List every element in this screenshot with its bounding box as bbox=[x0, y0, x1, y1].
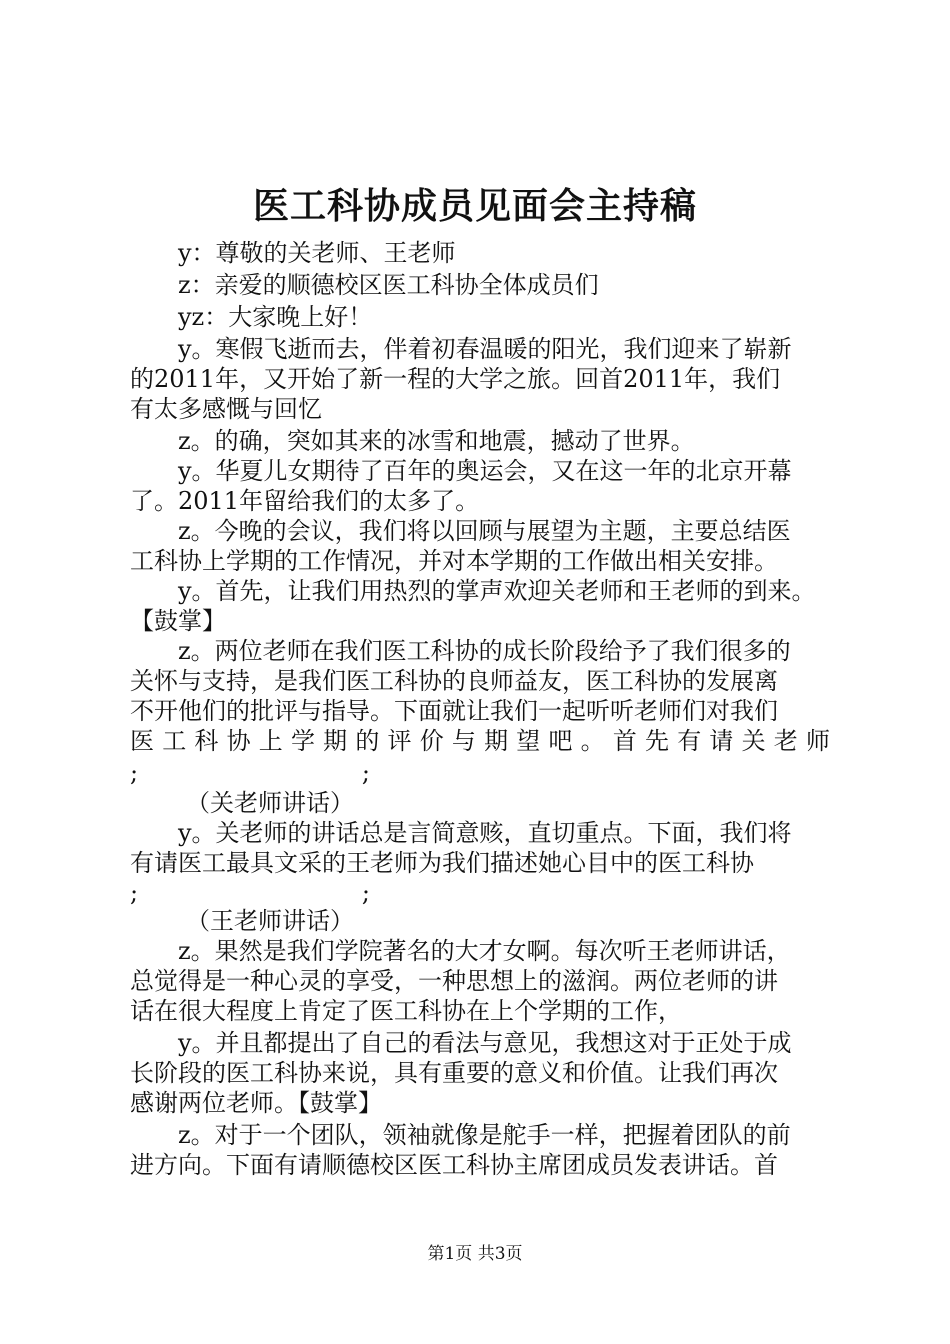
char: 工 bbox=[162, 727, 187, 755]
semicolon: ; bbox=[130, 879, 139, 907]
char: 上 bbox=[258, 727, 283, 755]
char: 先 bbox=[645, 727, 669, 755]
semicolon-line bbox=[130, 756, 370, 790]
text-line: 关怀与支持，是我们医工科协的良师益友，医工科协的发展离 bbox=[130, 667, 778, 695]
char: 望 bbox=[516, 727, 541, 755]
char: 吧 bbox=[548, 727, 573, 755]
text-line: 工科协上学期的工作情况，并对本学期的工作做出相关安排。 bbox=[130, 547, 778, 575]
text-line: y。并且都提出了自己的看法与意见，我想这对于正处于成 bbox=[178, 1029, 792, 1057]
text-line: 的2011年，又开始了新一程的大学之旅。回首2011年，我们 bbox=[130, 365, 781, 393]
text-line: z。果然是我们学院著名的大才女啊。每次听王老师讲话， bbox=[178, 937, 791, 965]
text-line: z：亲爱的顺德校区医工科协全体成员们 bbox=[178, 271, 599, 299]
text-line: 总觉得是一种心灵的享受，一种思想上的滋润。两位老师的讲 bbox=[130, 967, 778, 995]
char: 请 bbox=[709, 727, 734, 755]
stage-direction: （关老师讲话） bbox=[186, 789, 354, 817]
text-line: y。寒假飞逝而去，伴着初春温暖的阳光，我们迎来了崭新 bbox=[178, 335, 792, 363]
text-line: z。两位老师在我们医工科协的成长阶段给予了我们很多的 bbox=[178, 637, 791, 665]
char: 协 bbox=[226, 727, 251, 755]
text-line: 感谢两位老师。【鼓掌】 bbox=[130, 1089, 382, 1117]
text-line: 有请医工最具文采的王老师为我们描述她心目中的医工科协 bbox=[130, 849, 754, 877]
text-line: y。首先，让我们用热烈的掌声欢迎关老师和王老师的到来。 bbox=[178, 577, 816, 605]
char: 医 bbox=[130, 727, 154, 755]
char: 有 bbox=[677, 727, 702, 755]
char: 价 bbox=[419, 727, 444, 755]
semicolon: ; bbox=[361, 759, 370, 787]
text-line: 话在很大程度上肯定了医工科协在上个学期的工作， bbox=[130, 997, 682, 1025]
justified-text-line bbox=[130, 724, 830, 758]
char: 关 bbox=[741, 727, 766, 755]
char: 的 bbox=[355, 727, 380, 755]
char: 。 bbox=[580, 727, 605, 755]
text-line: y。华夏儿女期待了百年的奥运会，又在这一年的北京开幕 bbox=[178, 457, 792, 485]
text-line: 【鼓掌】 bbox=[130, 607, 226, 635]
char: 期 bbox=[484, 727, 509, 755]
text-line: yz：大家晚上好！ bbox=[178, 303, 373, 331]
char: 师 bbox=[805, 727, 830, 755]
semicolon: ; bbox=[361, 879, 370, 907]
page-footer: 第1页 共3页 bbox=[427, 1244, 523, 1264]
char: 与 bbox=[451, 727, 476, 755]
text-line: z。今晚的会议，我们将以回顾与展望为主题，主要总结医 bbox=[178, 517, 791, 545]
semicolon: ; bbox=[130, 759, 139, 787]
text-line: y：尊敬的关老师、王老师 bbox=[178, 239, 456, 267]
text-line: 长阶段的医工科协来说，具有重要的意义和价值。让我们再次 bbox=[130, 1059, 778, 1087]
char: 科 bbox=[194, 727, 219, 755]
text-line: 不开他们的批评与指导。下面就让我们一起听听老师们对我们 bbox=[130, 697, 778, 725]
text-line: 进方向。下面有请顺德校区医工科协主席团成员发表讲话。首 bbox=[130, 1151, 778, 1179]
char: 老 bbox=[773, 727, 798, 755]
text-line: z。的确，突如其来的冰雪和地震，撼动了世界。 bbox=[178, 427, 695, 455]
text-line: y。关老师的讲话总是言简意赅，直切重点。下面，我们将 bbox=[178, 819, 792, 847]
text-line: z。对于一个团队，领袖就像是舵手一样，把握着团队的前 bbox=[178, 1121, 791, 1149]
document-title: 医工科协成员见面会主持稿 bbox=[252, 185, 697, 227]
stage-direction: （王老师讲话） bbox=[186, 907, 354, 935]
text-line: 了。2011年留给我们的太多了。 bbox=[130, 487, 480, 515]
char: 学 bbox=[290, 727, 315, 755]
char: 首 bbox=[612, 727, 637, 755]
char: 期 bbox=[323, 727, 348, 755]
char: 评 bbox=[387, 727, 412, 755]
text-line: 有太多感慨与回忆 bbox=[130, 395, 322, 423]
